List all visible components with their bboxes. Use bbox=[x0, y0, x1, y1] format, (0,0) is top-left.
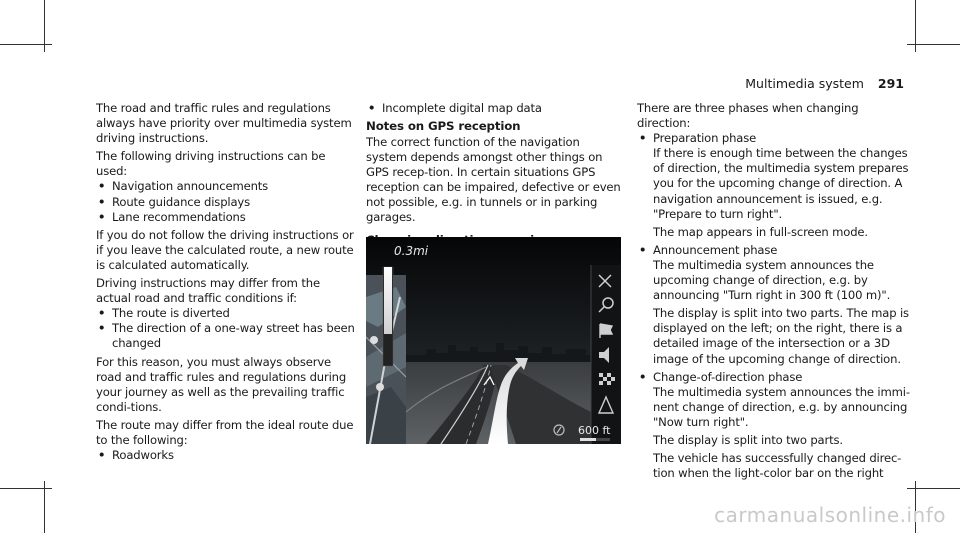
column-3 bbox=[637, 101, 912, 481]
list-item bbox=[637, 370, 912, 482]
paragraph: The vehicle has successfully changed direc-tion when the light-color bar on the right bbox=[653, 451, 902, 481]
bullet-list bbox=[637, 131, 912, 481]
distance-bar bbox=[384, 267, 392, 334]
navigation-display-figure bbox=[366, 237, 621, 444]
list-item: • Lane recommendations bbox=[96, 210, 358, 225]
paragraph: If there is enough time between the changes of direction, the multimedia system prepares you for the upcoming change of direction. A navigation announcement is issued, e.g. "Prepare to turn right". bbox=[653, 146, 909, 221]
paragraph: There are three phases when changing direction: bbox=[637, 101, 859, 131]
watermark: carmanualsonline.info bbox=[714, 503, 946, 527]
list-item: • The direction of a one-way street has been changed bbox=[96, 321, 358, 351]
crop-mark bbox=[44, 481, 45, 533]
paragraph: For this reason, you must always observe road and traffic rules and regulations during your journey as well as the prevailing traffic condi-tions. bbox=[96, 354, 347, 414]
distance-bottom-label: 600 ft bbox=[578, 424, 611, 437]
bullet-list bbox=[96, 306, 358, 351]
list-item: • Route guidance displays bbox=[96, 195, 358, 210]
paragraph: The map appears in full-screen mode. bbox=[653, 224, 868, 239]
list-item: • Navigation announcements bbox=[96, 179, 358, 194]
paragraph: The route may differ from the ideal route due to the following: bbox=[96, 417, 354, 447]
paragraph: Driving instructions may differ from the actual road and traffic conditions if: bbox=[96, 276, 320, 306]
section-heading: Notes on GPS reception bbox=[366, 119, 521, 134]
list-item: • The route is diverted bbox=[96, 306, 358, 321]
paragraph: The correct function of the navigation system depends amongst other things on GPS recep-tion. In certain situations GPS reception can be impaired, defective or even not possible, e.g. in tunnels or in parking garages. bbox=[366, 134, 621, 224]
column-1 bbox=[96, 101, 358, 463]
paragraph: The display is split into two parts. bbox=[653, 432, 843, 447]
bullet-list bbox=[96, 448, 358, 463]
bullet-list bbox=[366, 101, 624, 116]
crop-mark bbox=[44, 0, 45, 52]
list-item: • Roadworks bbox=[96, 448, 358, 463]
running-header bbox=[745, 76, 904, 91]
distance-top-label: 0.3mi bbox=[394, 244, 429, 258]
phase-title: • Change-of-direction phase bbox=[653, 369, 803, 384]
paragraph: If you do not follow the driving instructions or if you leave the calculated route, a new route is calculated automatically. bbox=[96, 227, 354, 272]
list-item bbox=[637, 243, 912, 367]
paragraph: The multimedia system announces the upcoming change of direction, e.g. by announcing "Turn right in 300 ft (100 m)". bbox=[653, 257, 891, 303]
header-title: Multimedia system bbox=[745, 76, 864, 91]
paragraph: The following driving instructions can be used: bbox=[96, 149, 326, 179]
list-item: • Incomplete digital map data bbox=[366, 101, 624, 116]
phase-title: • Announcement phase bbox=[653, 242, 778, 257]
phase-title: • Preparation phase bbox=[653, 131, 757, 146]
paragraph: The display is split into two parts. The map is displayed on the left; on the right, there is a detailed image of the intersection or a 3D image of the upcoming change of direction. bbox=[653, 306, 909, 366]
paragraph: The road and traffic rules and regulations always have priority over multimedia system driving instructions. bbox=[96, 101, 352, 146]
crop-mark bbox=[915, 0, 916, 52]
list-item bbox=[637, 131, 912, 240]
page-number: 291 bbox=[877, 76, 904, 91]
bullet-list bbox=[96, 179, 358, 224]
navigation-screen bbox=[366, 237, 621, 444]
column-2 bbox=[366, 101, 624, 248]
paragraph: The multimedia system announces the immi-nent change of direction, e.g. by announcing "Now turn right". bbox=[653, 384, 910, 429]
